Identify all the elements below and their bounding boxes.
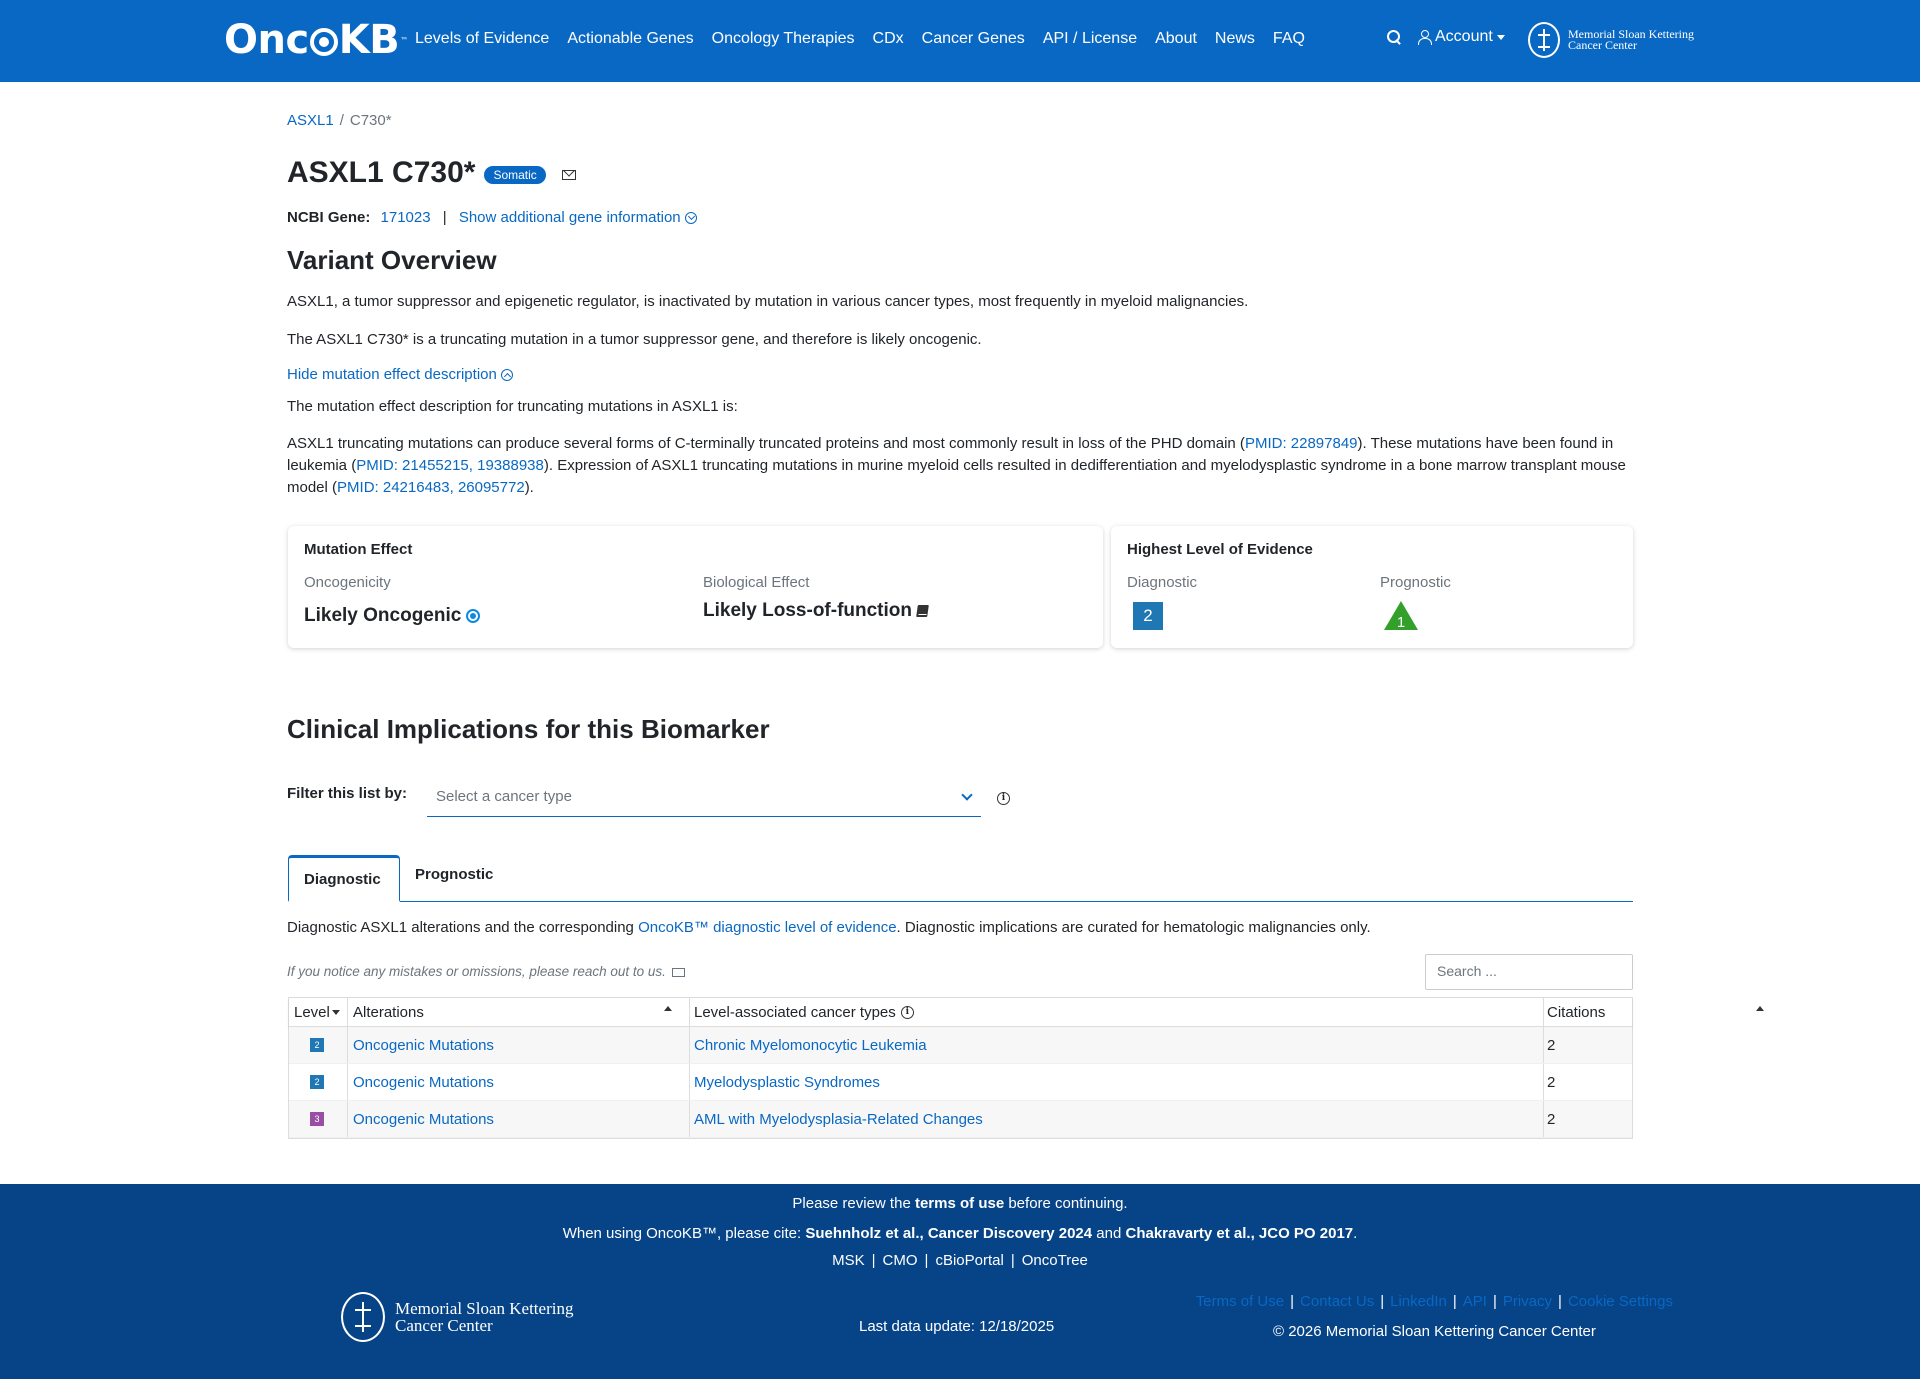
pmid-link[interactable]: PMID: 21455215, 19388938 (356, 457, 544, 474)
prognostic-level-number: 1 (1396, 614, 1406, 631)
level-badge[interactable]: 2 (310, 1038, 324, 1052)
nav-faq[interactable]: FAQ (1272, 30, 1305, 47)
somatic-badge: Somatic (484, 166, 545, 184)
chevron-down-icon (961, 789, 972, 800)
level-badge[interactable]: 2 (310, 1075, 324, 1089)
footer-link-linkedin[interactable]: LinkedIn (1390, 1293, 1447, 1310)
table-row (289, 1027, 1632, 1064)
diagnostic-level-badge[interactable]: 2 (1133, 602, 1163, 630)
footer-link-terms[interactable]: Terms of Use (1195, 1293, 1285, 1310)
footer-mskcc-logo[interactable]: Memorial Sloan Kettering Cancer Center (341, 1292, 573, 1342)
table-search-input[interactable]: Search ... (1425, 954, 1633, 990)
pmid-link[interactable]: PMID: 24216483, 26095772 (337, 479, 525, 496)
mskcc-emblem-icon (1528, 22, 1560, 58)
footer-link-cookie-settings[interactable]: Cookie Settings (1567, 1293, 1673, 1310)
account-menu[interactable]: Account (1435, 28, 1493, 45)
citations-count[interactable]: 2 (1547, 1036, 1556, 1054)
nav-right (1386, 28, 1505, 46)
footer-link-oncotree[interactable]: OncoTree (1021, 1252, 1088, 1269)
citations-count[interactable]: 2 (1547, 1073, 1556, 1091)
oncokb-logo[interactable]: Onc KB ™ (224, 17, 408, 63)
mail-icon[interactable] (562, 170, 576, 180)
nav-about[interactable]: About (1155, 30, 1197, 47)
nav-actionable-genes[interactable]: Actionable Genes (567, 30, 694, 47)
logo-o-ring (310, 28, 338, 56)
cancer-type-select[interactable]: Select a cancer type (427, 779, 981, 817)
nav-oncology-therapies[interactable]: Oncology Therapies (711, 30, 855, 47)
oncogenicity-value: Likely Oncogenic (304, 605, 480, 627)
cancer-type-link[interactable]: AML with Myelodysplasia-Related Changes (694, 1110, 983, 1128)
footer-link-api[interactable]: API (1462, 1293, 1487, 1310)
caret-down-icon (1497, 35, 1505, 40)
search-icon[interactable] (1386, 29, 1402, 45)
footer-right-links: Terms of Use | Contact Us | LinkedIn | API | Privacy | Cookie Settings (1195, 1293, 1673, 1310)
breadcrumb-gene[interactable]: ASXL1 (287, 112, 334, 129)
alteration-link[interactable]: Oncogenic Mutations (353, 1036, 494, 1054)
col-level-header[interactable]: Level (294, 998, 340, 1026)
sort-asc-icon (1756, 1006, 1764, 1011)
mutation-effect-intro: The mutation effect description for truncating mutations in ASXL1 is: (287, 398, 738, 415)
level-badge[interactable]: 3 (310, 1112, 324, 1126)
terms-of-use-link[interactable]: terms of use (914, 1195, 1005, 1212)
citation-link[interactable]: Chakravarty et al., JCO PO 2017 (1125, 1225, 1354, 1242)
nav-news[interactable]: News (1214, 30, 1255, 47)
main-nav (415, 30, 1323, 48)
table-header (289, 998, 1632, 1027)
sort-asc-icon (664, 1006, 672, 1011)
show-gene-info-toggle[interactable]: Show additional gene information (459, 209, 697, 226)
ncbi-gene-link[interactable]: 171023 (380, 209, 431, 226)
info-icon[interactable]: i (901, 1006, 914, 1019)
footer-link-contact[interactable]: Contact Us (1300, 1293, 1375, 1310)
footer-partner-links: MSK | CMO | cBioPortal | OncoTree (832, 1252, 1088, 1269)
overview-variant-summary: The ASXL1 C730* is a truncating mutation in a tumor suppressor gene, and therefore is likely oncogenic. (287, 331, 982, 348)
feedback-note[interactable]: If you notice any mistakes or omissions, please reach out to us. (287, 964, 685, 979)
page-title-row (287, 156, 576, 190)
implication-tabs (288, 855, 1633, 902)
table-row (289, 1064, 1632, 1101)
tab-diagnostic[interactable]: Diagnostic (288, 855, 400, 902)
sort-desc-icon (332, 1010, 340, 1015)
overview-gene-summary: ASXL1, a tumor suppressor and epigenetic regulator, is inactivated by mutation in various cancer types, most frequently in myeloid malignancies. (287, 293, 1249, 310)
info-icon[interactable]: i (997, 792, 1010, 805)
prognostic-level-badge[interactable] (1383, 600, 1419, 631)
breadcrumb: ASXL1 / C730* (287, 112, 392, 129)
citation-link[interactable]: Suehnholz et al., Cancer Discovery 2024 (805, 1225, 1093, 1242)
footer-terms-line: Please review the terms of use before continuing. (792, 1195, 1128, 1212)
user-icon (1418, 30, 1430, 44)
chevron-up-circle-icon (501, 369, 513, 381)
footer-link-privacy[interactable]: Privacy (1502, 1293, 1553, 1310)
mutation-effect-card: Mutation Effect Oncogenicity Likely Oncogenic Biological Effect Likely Loss-of-function (288, 526, 1103, 648)
cancer-type-link[interactable]: Chronic Myelomonocytic Leukemia (694, 1036, 927, 1054)
footer-link-cbioportal[interactable]: cBioPortal (935, 1252, 1004, 1269)
table-row (289, 1101, 1632, 1138)
filter-label: Filter this list by: (287, 785, 408, 802)
tab-prognostic[interactable]: Prognostic (415, 866, 494, 883)
variant-overview-heading: Variant Overview (287, 245, 497, 275)
mskcc-logo[interactable]: Memorial Sloan Kettering Cancer Center (1528, 22, 1694, 58)
clinical-implications-heading: Clinical Implications for this Biomarker (287, 714, 770, 744)
col-cancer-types-header[interactable]: Level-associated cancer types i (694, 998, 1314, 1026)
book-icon[interactable] (916, 605, 929, 617)
gene-info-line: NCBI Gene: 171023 | Show additional gene information (287, 209, 697, 226)
footer-cite-line: When using OncoKB™, please cite: Suehnholz et al., Cancer Discovery 2024 and Chakravarty et al., JCO PO 2017. (562, 1225, 1358, 1242)
col-citations-header[interactable]: Citations (1547, 1003, 1606, 1021)
col-alterations-header[interactable]: Alterations (353, 998, 678, 1026)
footer (0, 1184, 1920, 1379)
footer-link-cmo[interactable]: CMO (882, 1252, 918, 1269)
chevron-down-circle-icon (685, 212, 697, 224)
copyright: © 2026 Memorial Sloan Kettering Cancer Center (1273, 1323, 1596, 1340)
nav-cdx[interactable]: CDx (872, 30, 904, 47)
cancer-type-link[interactable]: Myelodysplastic Syndromes (694, 1073, 880, 1091)
highest-level-card: Highest Level of Evidence Diagnostic 2 Prognostic 1 (1111, 526, 1633, 648)
pmid-link[interactable]: PMID: 22897849 (1244, 435, 1358, 452)
nav-api-license[interactable]: API / License (1042, 30, 1138, 47)
nav-levels-of-evidence[interactable]: Levels of Evidence (415, 30, 550, 47)
citations-count[interactable]: 2 (1547, 1110, 1556, 1128)
oncogenic-icon (466, 609, 480, 623)
implications-table (288, 997, 1633, 1139)
alteration-link[interactable]: Oncogenic Mutations (353, 1073, 494, 1091)
nav-cancer-genes[interactable]: Cancer Genes (921, 30, 1025, 47)
alteration-link[interactable]: Oncogenic Mutations (353, 1110, 494, 1128)
top-navbar (0, 0, 1920, 82)
mail-icon (672, 968, 685, 977)
last-data-update: Last data update: 12/18/2025 (859, 1318, 1055, 1335)
page-title: ASXL1 C730* (287, 156, 476, 189)
breadcrumb-variant: C730* (349, 112, 392, 129)
hide-mutation-effect-toggle[interactable]: Hide mutation effect description (287, 366, 513, 383)
diagnostic-description: Diagnostic ASXL1 alterations and the corresponding OncoKB™ diagnostic level of evidence. Diagnostic implications are curated for hematologic malignancies only. (287, 919, 1371, 936)
footer-link-msk[interactable]: MSK (832, 1252, 865, 1269)
biological-effect-value: Likely Loss-of-function (703, 600, 928, 622)
mutation-effect-description: ASXL1 truncating mutations can produce several forms of C-terminally truncated proteins and most commonly result in loss of the PHD domain (PMID: 22897849). These mutations have been found in leukemia (PMID: 21455215, 19388938). Expression of ASXL1 truncating mutations in murine myeloid cells resulted in dedifferentiation and myelodysplastic syndrome in a bone marrow transplant mouse model (PMID: 24216483, 26095772). (287, 435, 1626, 496)
diagnostic-level-link[interactable]: OncoKB™ diagnostic level of evidence (638, 919, 897, 936)
mskcc-emblem-icon (341, 1292, 385, 1342)
